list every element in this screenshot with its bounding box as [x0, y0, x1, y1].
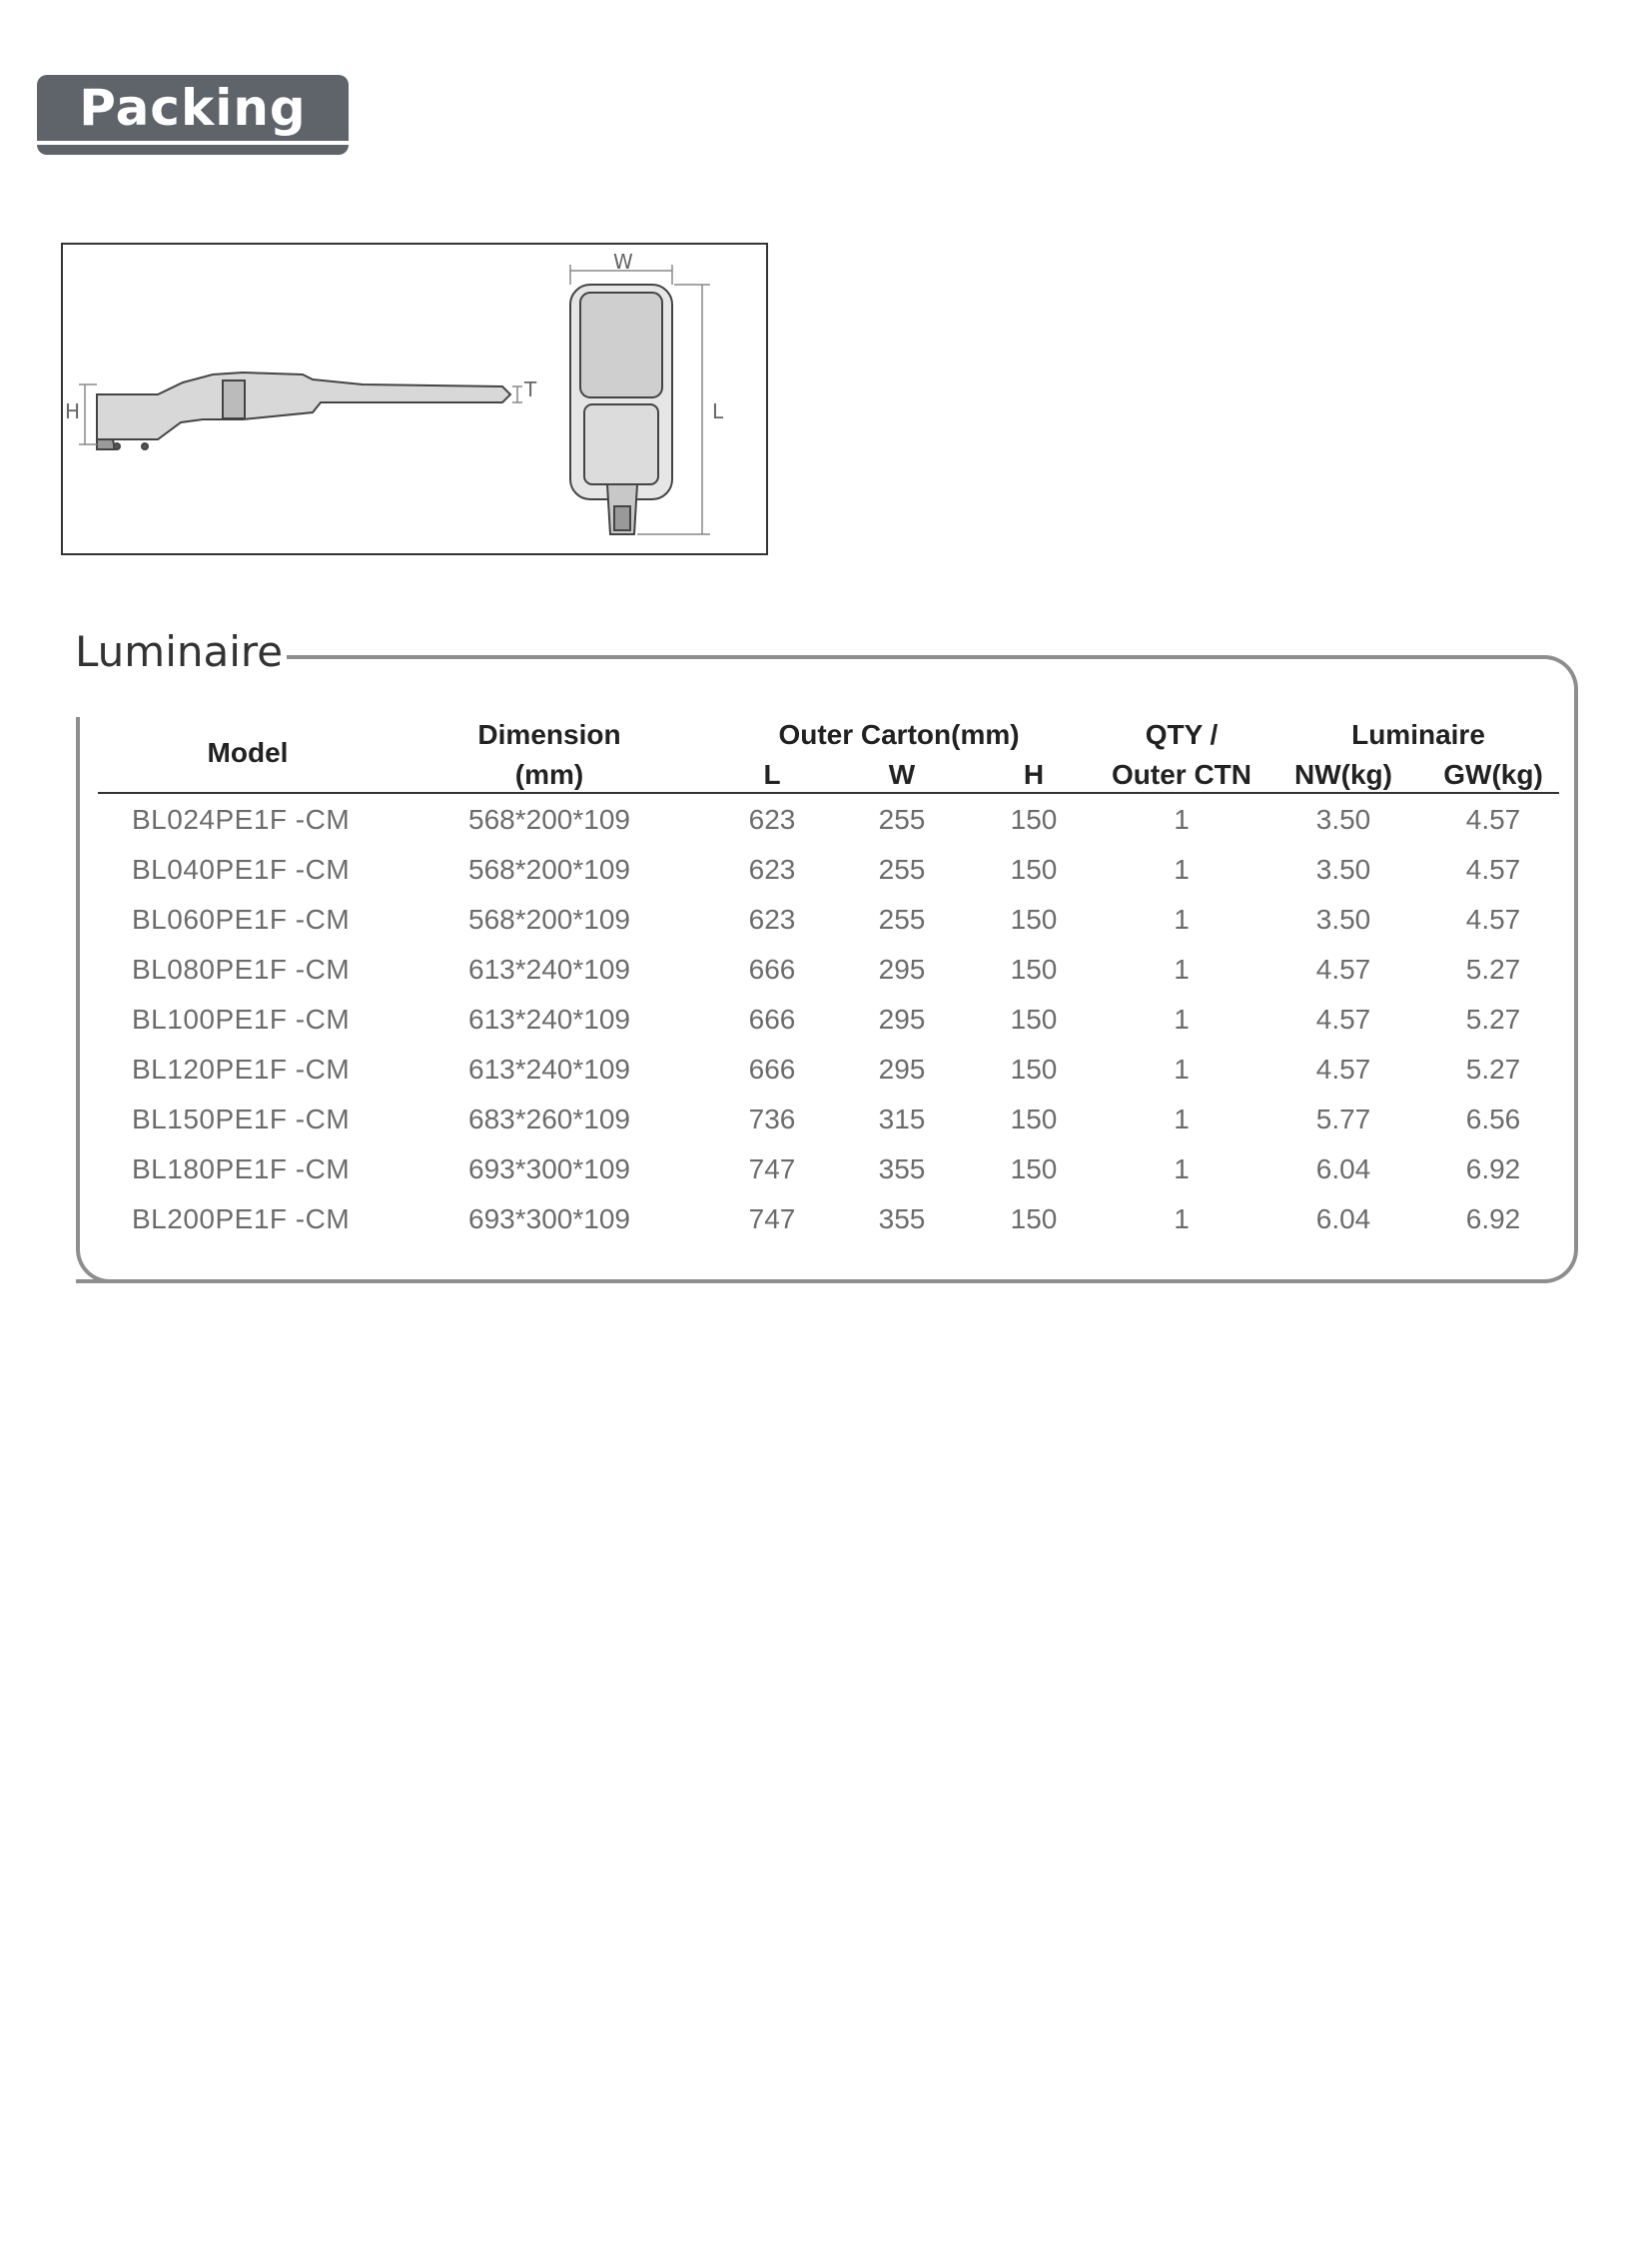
cell-gw: 6.92 [1465, 1153, 1521, 1184]
cell-carton-l: 623 [748, 854, 796, 885]
t-dimension-line [512, 386, 522, 402]
cell-dimension: 683*260*109 [468, 1104, 630, 1134]
cell-gw: 5.27 [1465, 1004, 1521, 1035]
cell-qty: 1 [1174, 1004, 1190, 1035]
table-frame-left-edge [76, 717, 80, 1244]
cell-model: BL150PE1F -CM [132, 1104, 351, 1134]
cell-nw: 4.57 [1315, 1054, 1371, 1085]
cell-qty: 1 [1174, 904, 1190, 935]
header-carton-h: H [1023, 759, 1045, 790]
cell-qty: 1 [1174, 954, 1190, 985]
cell-carton-h: 150 [1010, 1153, 1058, 1184]
cell-carton-w: 295 [878, 954, 926, 985]
cell-nw: 6.04 [1315, 1153, 1371, 1184]
cell-model: BL024PE1F -CM [132, 804, 351, 835]
cell-carton-l: 623 [748, 904, 796, 935]
cell-carton-l: 623 [748, 804, 796, 835]
cell-gw: 6.92 [1465, 1203, 1521, 1234]
h-dimension-line [79, 384, 97, 444]
t-label: T [524, 377, 537, 401]
cell-carton-h: 150 [1010, 804, 1058, 835]
header-carton-w: W [888, 759, 916, 790]
cell-carton-h: 150 [1010, 1004, 1058, 1035]
cell-carton-h: 150 [1010, 1104, 1058, 1134]
header-luminaire: Luminaire [1351, 719, 1485, 750]
cell-nw: 5.77 [1315, 1104, 1371, 1134]
cell-dimension: 568*200*109 [468, 854, 630, 885]
cell-nw: 4.57 [1315, 1004, 1371, 1035]
cell-dimension: 693*300*109 [468, 1153, 630, 1184]
cell-carton-w: 295 [878, 1054, 926, 1085]
cell-nw: 4.57 [1315, 954, 1371, 985]
header-outer-carton: Outer Carton(mm) [778, 719, 1020, 750]
cell-nw: 6.04 [1315, 1203, 1371, 1234]
cell-carton-h: 150 [1010, 1054, 1058, 1085]
cell-gw: 6.56 [1465, 1104, 1521, 1134]
header-dimension: Dimension [477, 719, 621, 750]
cell-carton-w: 355 [878, 1153, 926, 1184]
cell-gw: 4.57 [1465, 904, 1521, 935]
header-gw: GW(kg) [1443, 759, 1543, 790]
cell-qty: 1 [1174, 1104, 1190, 1134]
cell-model: BL100PE1F -CM [132, 1004, 351, 1035]
cell-dimension: 568*200*109 [468, 804, 630, 835]
cell-dimension: 613*240*109 [468, 954, 630, 985]
w-label: W [613, 250, 633, 274]
cell-dimension: 568*200*109 [468, 904, 630, 935]
luminaire-dimension-diagram [61, 243, 768, 555]
page-header-tab [37, 75, 349, 156]
cell-nw: 3.50 [1315, 804, 1371, 835]
cell-qty: 1 [1174, 804, 1190, 835]
cell-qty: 1 [1174, 1153, 1190, 1184]
cell-nw: 3.50 [1315, 854, 1371, 885]
cell-model: BL080PE1F -CM [132, 954, 351, 985]
cell-model: BL180PE1F -CM [132, 1153, 351, 1184]
cell-carton-h: 150 [1010, 1203, 1058, 1234]
cell-model: BL120PE1F -CM [132, 1054, 351, 1085]
header-carton-l: L [763, 759, 781, 790]
cell-model: BL060PE1F -CM [132, 904, 351, 935]
side-view [97, 373, 510, 449]
cell-gw: 5.27 [1465, 954, 1521, 985]
cell-carton-h: 150 [1010, 854, 1058, 885]
header-dimension-unit: (mm) [514, 759, 584, 790]
cell-carton-l: 666 [748, 1004, 796, 1035]
cell-carton-w: 295 [878, 1004, 926, 1035]
cell-carton-w: 255 [878, 904, 926, 935]
cell-carton-w: 355 [878, 1203, 926, 1234]
cell-carton-h: 150 [1010, 954, 1058, 985]
cell-qty: 1 [1174, 1054, 1190, 1085]
cell-carton-l: 666 [748, 1054, 796, 1085]
header-divider [98, 792, 1559, 794]
cell-dimension: 693*300*109 [468, 1203, 630, 1234]
cell-gw: 5.27 [1465, 1054, 1521, 1085]
page-title: Packing [79, 79, 307, 137]
cell-carton-l: 747 [748, 1203, 796, 1234]
cell-carton-h: 150 [1010, 904, 1058, 935]
cell-carton-l: 736 [748, 1104, 796, 1134]
cell-carton-l: 666 [748, 954, 796, 985]
l-label: L [712, 399, 724, 423]
header-outer-ctn: Outer CTN [1112, 759, 1251, 790]
cell-dimension: 613*240*109 [468, 1054, 630, 1085]
cell-gw: 4.57 [1465, 804, 1521, 835]
luminaire-drawing [63, 245, 770, 557]
header-nw: NW(kg) [1294, 759, 1392, 790]
cell-qty: 1 [1174, 854, 1190, 885]
top-view [570, 285, 672, 534]
cell-model: BL200PE1F -CM [132, 1203, 351, 1234]
cell-qty: 1 [1174, 1203, 1190, 1234]
cell-nw: 3.50 [1315, 904, 1371, 935]
h-label: H [65, 399, 81, 423]
cell-carton-l: 747 [748, 1153, 796, 1184]
cell-gw: 4.57 [1465, 854, 1521, 885]
header-qty: QTY / [1145, 719, 1219, 750]
cell-carton-w: 255 [878, 854, 926, 885]
header-tab-underline [37, 145, 349, 155]
cell-carton-w: 255 [878, 804, 926, 835]
header-model: Model [207, 737, 289, 768]
cell-model: BL040PE1F -CM [132, 854, 351, 885]
cell-dimension: 613*240*109 [468, 1004, 630, 1035]
cell-carton-w: 315 [878, 1104, 926, 1134]
section-title: Luminaire [75, 627, 287, 676]
